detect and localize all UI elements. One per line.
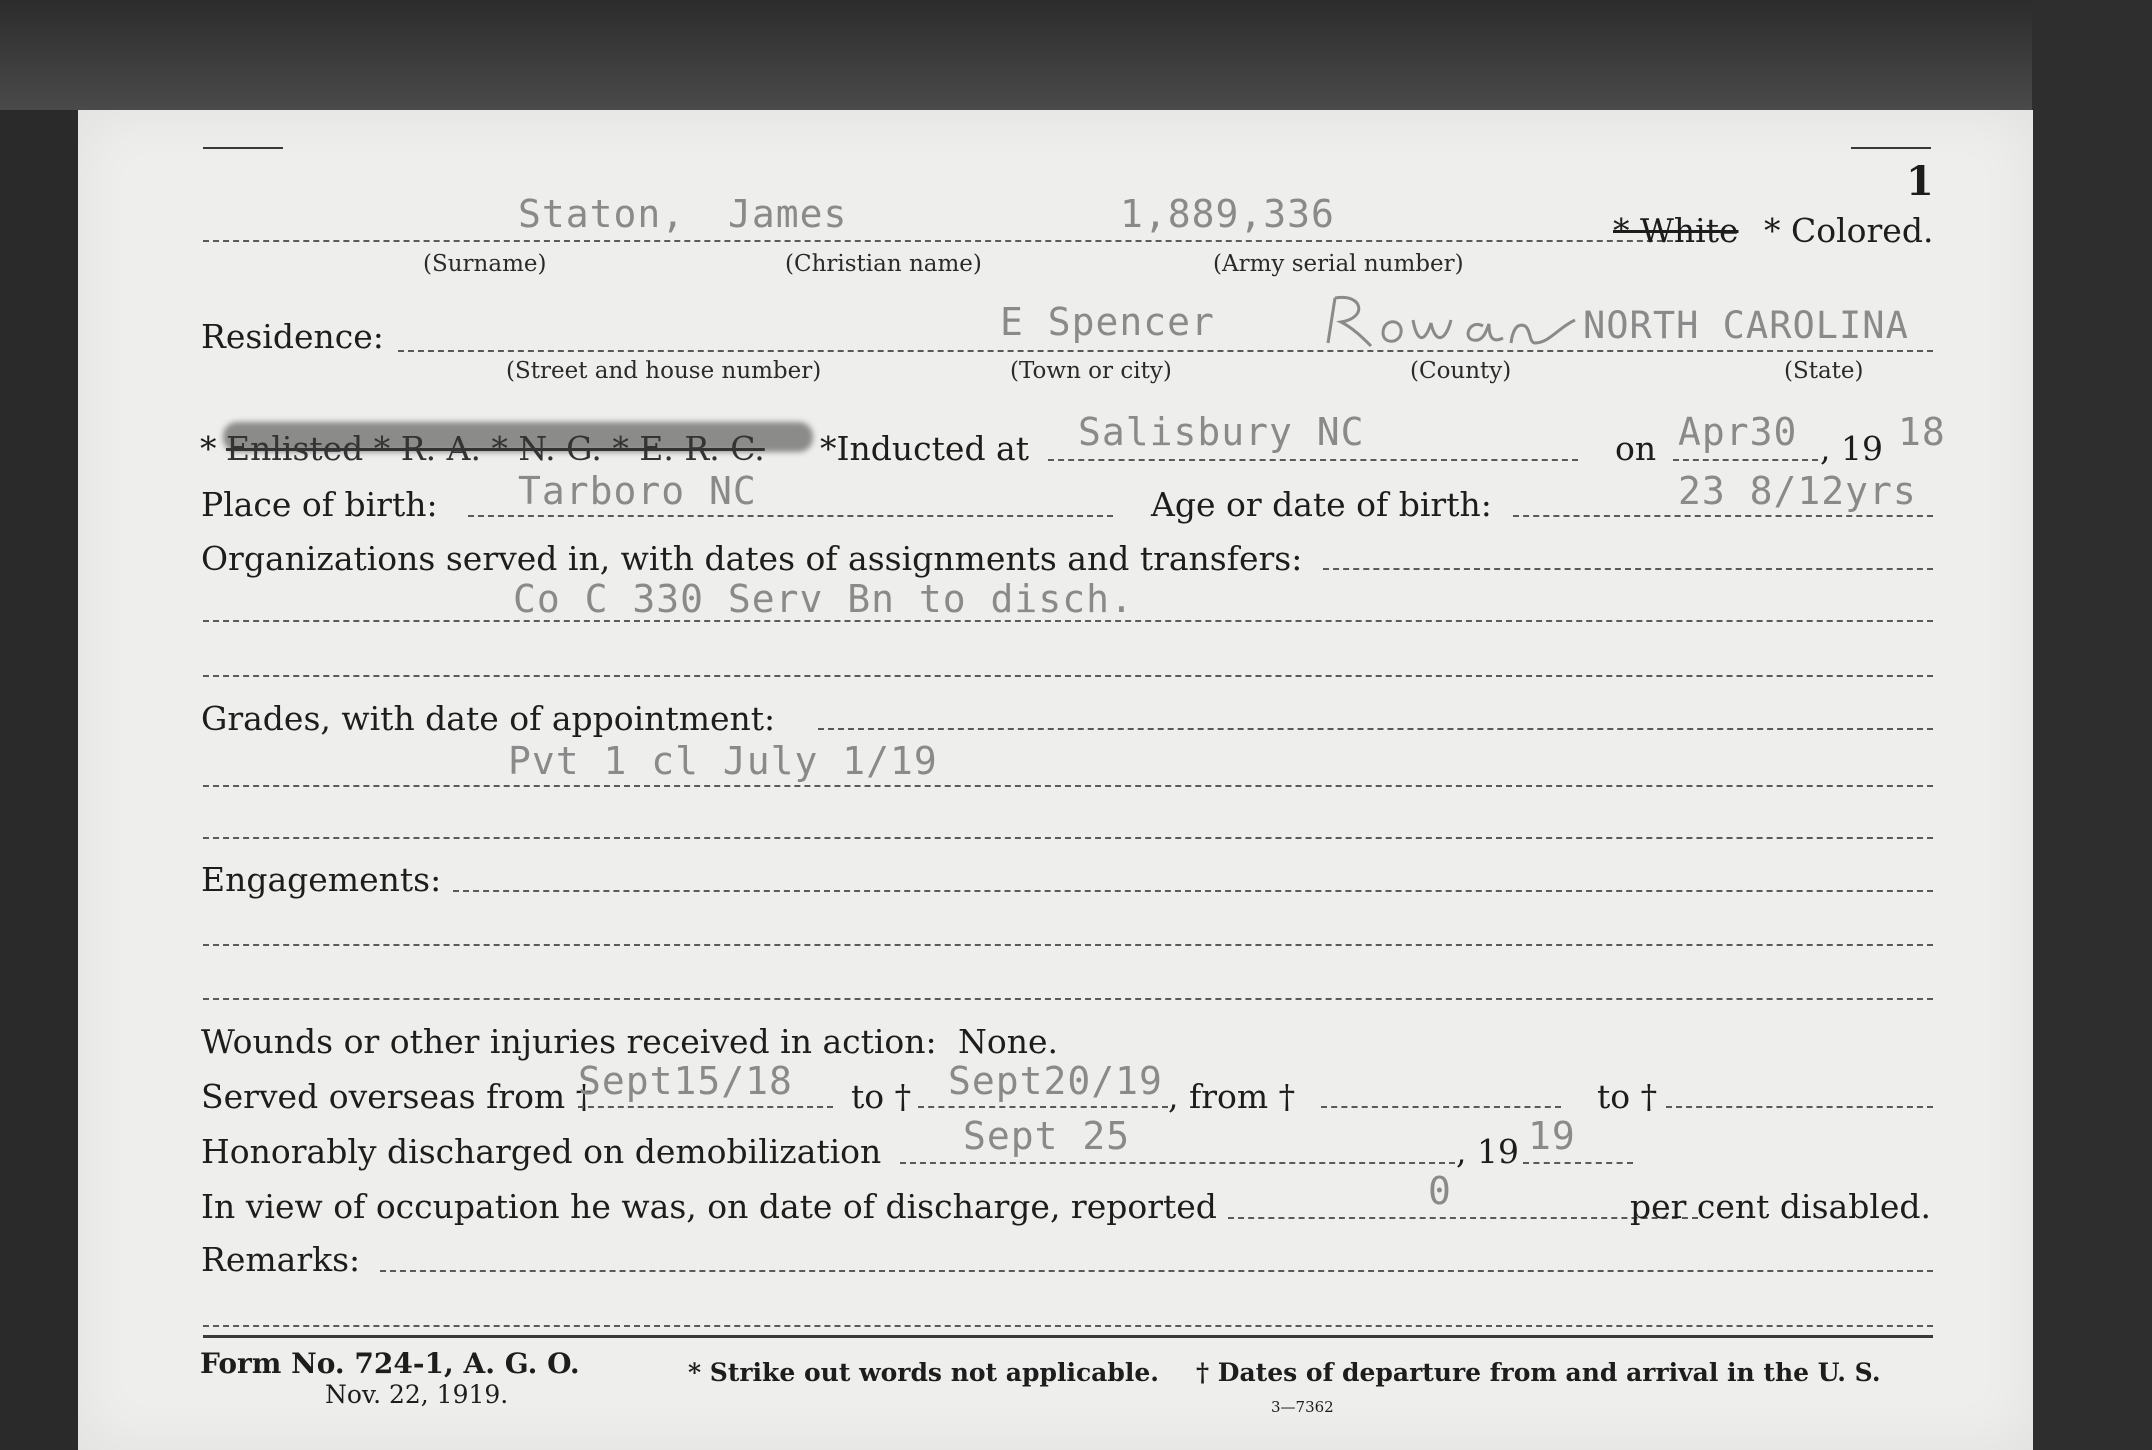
overseas-departure-value: Sept15/18	[578, 1059, 793, 1103]
residence-line	[398, 350, 1933, 352]
county-caption: (County)	[1410, 358, 1512, 384]
inducted-line	[1048, 459, 1578, 461]
overseas-to-label: to †	[851, 1077, 912, 1116]
christian-name-value: James	[728, 192, 848, 236]
induction-year-prefix: , 19	[1820, 429, 1883, 468]
remarks-label: Remarks:	[201, 1240, 361, 1279]
induction-year-value: 18	[1898, 410, 1946, 454]
age-label: Age or date of birth:	[1151, 485, 1492, 524]
background-top	[0, 0, 2152, 110]
overseas-to-label-2: to †	[1597, 1077, 1658, 1116]
place-of-birth-label: Place of birth:	[201, 485, 438, 524]
discharge-year-value: 19	[1528, 1114, 1576, 1158]
disability-line	[1228, 1217, 1698, 1219]
christian-name-caption: (Christian name)	[785, 251, 982, 277]
top-left-rule	[203, 147, 283, 149]
form-date: Nov. 22, 1919.	[325, 1380, 509, 1409]
residence-town-value: E Spencer	[1000, 300, 1215, 344]
engagements-line-2	[203, 944, 1933, 946]
overseas-from-line	[578, 1106, 833, 1108]
discharge-date-value: Sept 25	[963, 1114, 1131, 1158]
surname-value: Staton,	[518, 192, 686, 236]
background-left	[0, 0, 90, 1450]
engagements-line-3	[203, 998, 1933, 1000]
disability-suffix: per cent disabled.	[1630, 1187, 1932, 1226]
serial-number-value: 1,889,336	[1120, 192, 1335, 236]
overseas-label: Served overseas from †	[201, 1077, 593, 1116]
street-caption: (Street and house number)	[506, 358, 822, 384]
inducted-label: *Inducted at	[820, 429, 1029, 468]
name-line	[203, 240, 1683, 242]
overseas-from-line-2	[1321, 1106, 1561, 1108]
on-label: on	[1615, 429, 1657, 468]
card-number: 1	[1906, 158, 1934, 205]
discharge-date-line	[900, 1162, 1455, 1164]
bottom-rule	[203, 1335, 1933, 1338]
age-line	[1513, 515, 1933, 517]
remarks-line-1	[380, 1270, 1933, 1272]
service-record-card	[78, 110, 2033, 1450]
engagements-label: Engagements:	[201, 860, 442, 899]
overseas-arrival-value: Sept20/19	[948, 1059, 1163, 1103]
organizations-label: Organizations served in, with dates of assignments and transfers:	[201, 539, 1303, 578]
disability-label: In view of occupation he was, on date of discharge, reported	[201, 1187, 1217, 1226]
wounds-value: None.	[958, 1022, 1059, 1061]
organizations-value: Co C 330 Serv Bn to disch.	[513, 577, 1134, 621]
print-code: 3—7362	[1271, 1398, 1334, 1416]
grades-line-1	[818, 728, 1933, 730]
top-right-rule	[1851, 147, 1931, 149]
grades-line-3	[203, 837, 1933, 839]
enlisted-prefix: *	[200, 429, 217, 468]
overseas-to-line-2	[1666, 1106, 1933, 1108]
grades-value: Pvt 1 cl July 1/19	[508, 739, 938, 783]
age-value: 23 8/12yrs	[1678, 469, 1917, 513]
town-caption: (Town or city)	[1010, 358, 1172, 384]
date-line	[1673, 459, 1818, 461]
discharge-year-line	[1523, 1162, 1633, 1164]
organizations-line-3	[203, 675, 1933, 677]
discharge-label: Honorably discharged on demobilization	[201, 1132, 882, 1171]
enlisted-options: Enlisted * R. A. * N. G. * E. R. C.	[226, 429, 765, 468]
inducted-place-value: Salisbury NC	[1078, 410, 1365, 454]
strike-note: * Strike out words not applicable.	[688, 1358, 1159, 1387]
dates-note: † Dates of departure from and arrival in the U. S.	[1196, 1358, 1881, 1387]
induction-date-value: Apr30	[1678, 410, 1798, 454]
remarks-line-2	[203, 1325, 1933, 1327]
grades-label: Grades, with date of appointment:	[201, 699, 776, 738]
surname-caption: (Surname)	[423, 251, 547, 277]
state-caption: (State)	[1784, 358, 1864, 384]
organizations-line-1	[1323, 568, 1933, 570]
birth-place-line	[468, 515, 1113, 517]
serial-number-caption: (Army serial number)	[1213, 251, 1464, 277]
overseas-from-label-2: , from †	[1168, 1077, 1296, 1116]
overseas-to-line	[918, 1106, 1168, 1108]
grades-line-2	[203, 785, 1933, 787]
race-white: * White	[1613, 211, 1739, 250]
place-of-birth-value: Tarboro NC	[518, 469, 757, 513]
disability-value: 0	[1428, 1169, 1452, 1213]
residence-label: Residence:	[201, 317, 384, 356]
engagements-line-1	[453, 890, 1933, 892]
discharge-year-prefix: , 19	[1456, 1132, 1519, 1171]
form-number: Form No. 724-1, A. G. O.	[200, 1347, 580, 1380]
organizations-line-2	[203, 620, 1933, 622]
residence-state-value: NORTH CAROLINA	[1583, 304, 1909, 347]
wounds-label: Wounds or other injuries received in action:	[201, 1022, 937, 1061]
background-right	[2032, 0, 2152, 1450]
race-colored: * Colored.	[1764, 211, 1934, 250]
